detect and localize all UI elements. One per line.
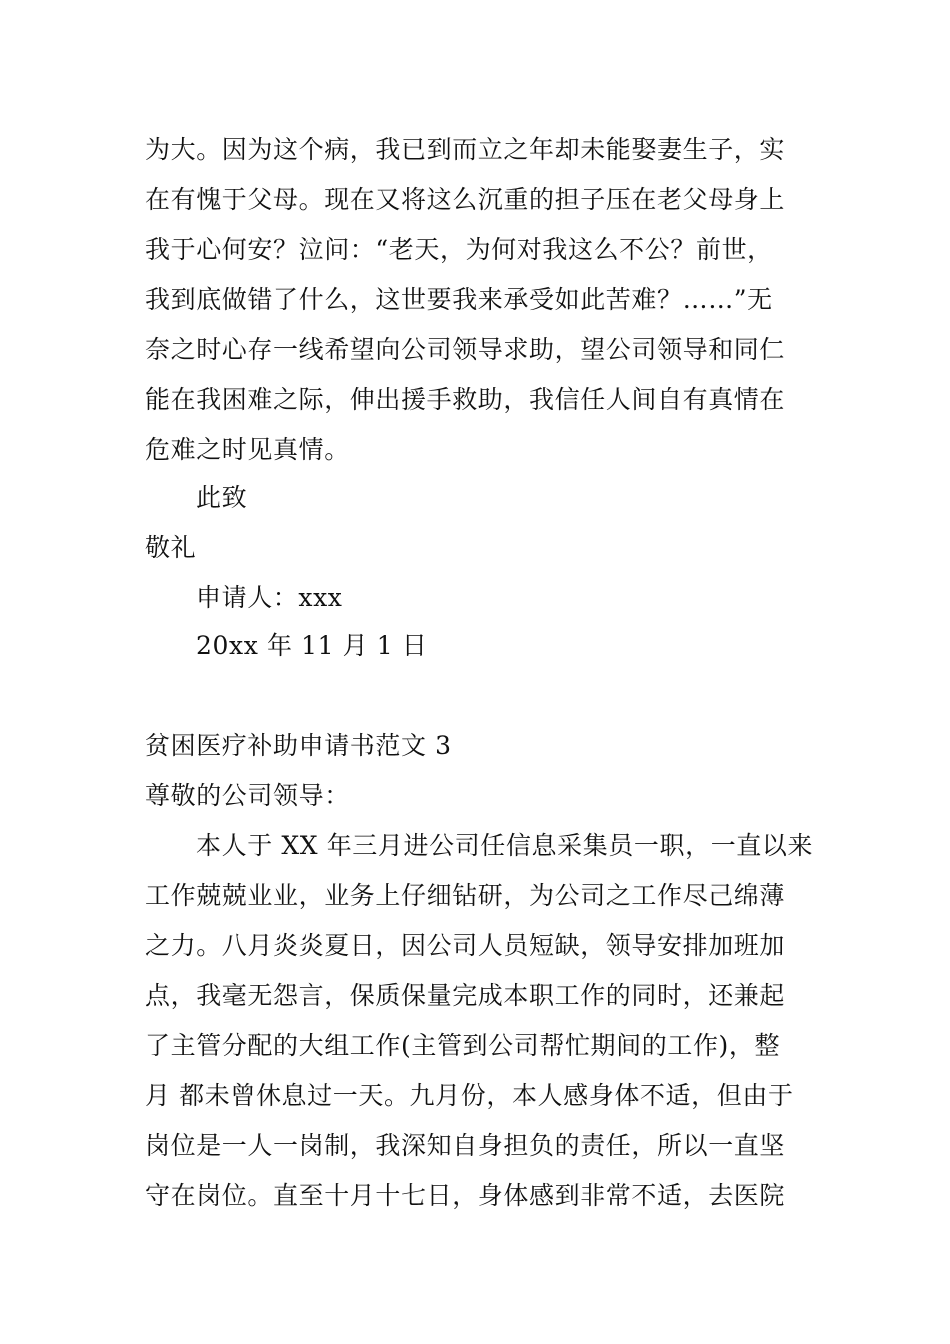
paragraph-line: 我于心何安？泣问：“老天，为何对我这么不公？前世，	[145, 235, 773, 264]
paragraph-line: 奈之时心存一线希望向公司领导求助，望公司领导和同仁	[145, 335, 786, 364]
paragraph-line: 在有愧于父母。现在又将这么沉重的担子压在老父母身上	[145, 185, 786, 214]
applicant-signature: 申请人：xxx	[196, 583, 343, 612]
paragraph-line: 本人于 XX 年三月进公司任信息采集员一职，一直以来	[196, 831, 814, 860]
paragraph-line: 之力。八月炎炎夏日，因公司人员短缺，领导安排加班加	[145, 931, 786, 960]
paragraph-line: 工作兢兢业业，业务上仔细钻研，为公司之工作尽己绵薄	[145, 881, 786, 910]
salutation: 尊敬的公司领导：	[145, 781, 350, 810]
paragraph-line: 守在岗位。直至十月十七日，身体感到非常不适，去医院	[145, 1181, 786, 1210]
letter-date: 20xx 年 11 月 1 日	[196, 631, 428, 660]
closing-regards: 敬礼	[145, 533, 197, 562]
paragraph-line: 月 都未曾休息过一天。九月份，本人感身体不适，但由于	[145, 1081, 794, 1110]
paragraph-line: 危难之时见真情。	[145, 435, 350, 464]
closing-salutation: 此致	[196, 483, 248, 512]
paragraph-line: 岗位是一人一岗制，我深知自身担负的责任，所以一直坚	[145, 1131, 786, 1160]
paragraph-line: 点，我毫无怨言，保质保量完成本职工作的同时，还兼起	[145, 981, 786, 1010]
paragraph-line: 能在我困难之际，伸出援手救助，我信任人间自有真情在	[145, 385, 786, 414]
paragraph-line: 为大。因为这个病，我已到而立之年却未能娶妻生子，实	[145, 135, 786, 164]
paragraph-line: 我到底做错了什么，这世要我来承受如此苦难？……”无	[145, 285, 773, 314]
paragraph-line: 了主管分配的大组工作(主管到公司帮忙期间的工作)，整	[145, 1031, 781, 1060]
section-title: 贫困医疗补助申请书范文 3	[145, 731, 452, 760]
